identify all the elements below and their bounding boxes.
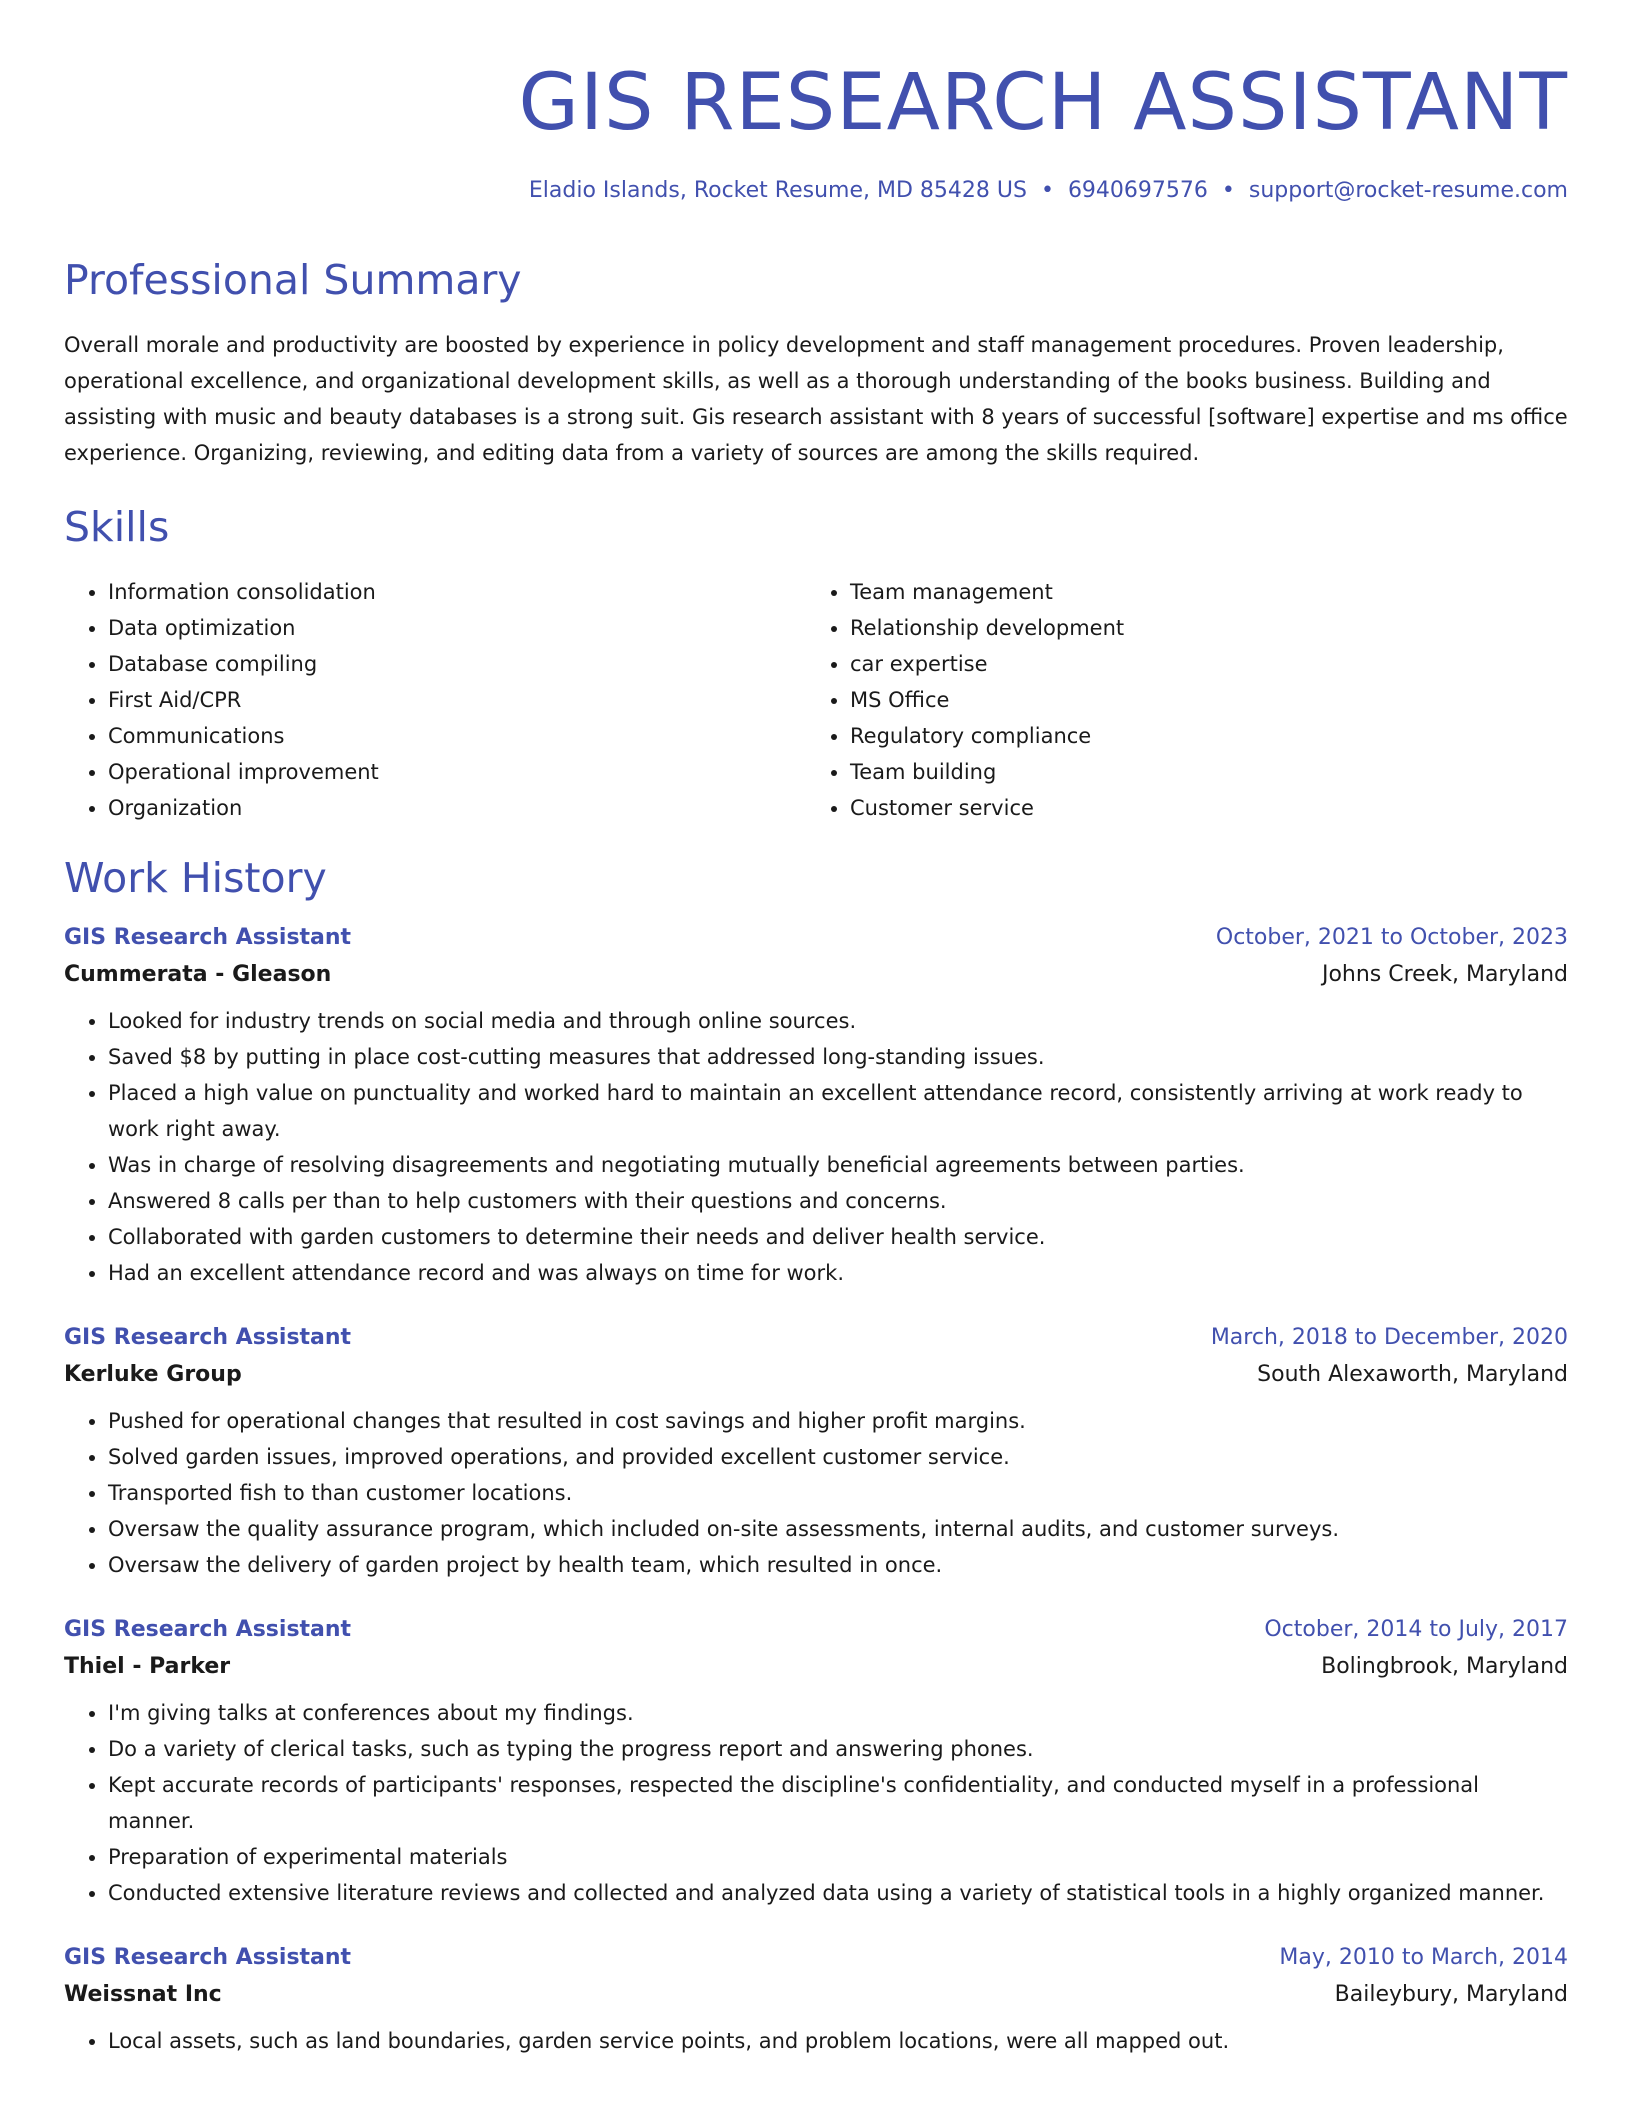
skills-column-right — [806, 574, 1124, 826]
job-role: GIS Research Assistant — [64, 1325, 352, 1351]
job-bullets — [64, 1695, 1568, 1911]
contact-line — [64, 178, 1568, 204]
job-bullet: • I'm giving talks at conferences about my findings. — [108, 1695, 1568, 1731]
contact-address: Eladio Islands, Rocket Resume, MD 85428 US — [528, 178, 1027, 203]
summary-heading: Professional Summary — [64, 256, 522, 305]
job-company: Cummerata - Gleason — [64, 962, 332, 988]
job-bullets — [64, 1003, 1568, 1291]
job-bullet: • Collaborated with garden customers to determine their needs and deliver health service. — [108, 1219, 1568, 1255]
job-role: GIS Research Assistant — [64, 1617, 352, 1643]
skill-item: • Operational improvement — [108, 754, 806, 790]
skill-item: • Relationship development — [850, 610, 1124, 646]
skill-item: • First Aid/CPR — [108, 682, 806, 718]
job-bullet: • Placed a high value on punctuality and worked hard to maintain an excellent attendance record, consistently arriving at work ready to work right away. — [108, 1075, 1568, 1147]
contact-phone: 6940697576 — [1067, 178, 1208, 203]
job-bullet: • Answered 8 calls per than to help customers with their questions and concerns. — [108, 1183, 1568, 1219]
job-bullet: • Local assets, such as land boundaries, garden service points, and problem locations, were all mapped out. — [108, 2023, 1568, 2059]
job-bullets — [64, 2023, 1568, 2059]
skill-item: • Information consolidation — [108, 574, 806, 610]
job-dates: May, 2010 to March, 2014 — [1279, 1945, 1568, 1971]
job-role: GIS Research Assistant — [64, 1945, 352, 1971]
skill-item: • Team building — [850, 754, 1124, 790]
job-bullet: • Transported fish to than customer locations. — [108, 1475, 1568, 1511]
job-company: Kerluke Group — [64, 1362, 242, 1388]
summary-text: Overall morale and productivity are boosted by experience in policy development and staff management procedures. Proven leadership, operational excellence, and organizational development skills, as well as a thorough understanding of the books business. Building and assisting with music and beauty databases is a strong suit. Gis research assistant with 8 years of successful [software] expertise and ms office experience. Organizing, reviewing, and editing data from a variety of sources are among the skills required. — [64, 333, 1568, 466]
job-bullet: • Oversaw the quality assurance program, which included on-site assessments, internal audits, and customer surveys. — [108, 1511, 1568, 1547]
work-history-heading: Work History — [64, 854, 327, 903]
job-bullet: • Was in charge of resolving disagreements and negotiating mutually beneficial agreements between parties. — [108, 1147, 1568, 1183]
job-location: Bolingbrook, Maryland — [1321, 1654, 1568, 1680]
job-dates: October, 2014 to July, 2017 — [1264, 1617, 1568, 1643]
skill-item: • Team management — [850, 574, 1124, 610]
job-company: Weissnat Inc — [64, 1982, 222, 2008]
job-bullet: • Do a variety of clerical tasks, such as typing the progress report and answering phones. — [108, 1731, 1568, 1767]
job-entry — [64, 1617, 1568, 1911]
skills-heading: Skills — [64, 503, 170, 552]
job-role: GIS Research Assistant — [64, 925, 352, 951]
job-entry — [64, 1945, 1568, 2059]
resume-title: GIS RESEARCH ASSISTANT — [518, 58, 1568, 148]
skill-item: • Database compiling — [108, 646, 806, 682]
job-bullet: • Preparation of experimental materials — [108, 1839, 1568, 1875]
contact-email: support@rocket-resume.com — [1248, 178, 1568, 203]
job-bullets — [64, 1403, 1568, 1583]
job-bullet: • Had an excellent attendance record and was always on time for work. — [108, 1255, 1568, 1291]
job-location: Johns Creek, Maryland — [1321, 962, 1568, 988]
job-entry — [64, 925, 1568, 1291]
job-bullet: • Saved $8 by putting in place cost-cutting measures that addressed long-standing issues. — [108, 1039, 1568, 1075]
job-bullet: • Conducted extensive literature reviews and collected and analyzed data using a variety of statistical tools in a highly organized manner. — [108, 1875, 1568, 1911]
job-location: South Alexaworth, Maryland — [1257, 1362, 1568, 1388]
skill-item: • Communications — [108, 718, 806, 754]
skill-item: • Organization — [108, 790, 806, 826]
job-dates: October, 2021 to October, 2023 — [1215, 925, 1568, 951]
job-bullet: • Looked for industry trends on social media and through online sources. — [108, 1003, 1568, 1039]
job-location: Baileybury, Maryland — [1334, 1982, 1568, 2008]
skill-item: • MS Office — [850, 682, 1124, 718]
contact-separator: • — [1221, 178, 1235, 203]
contact-separator: • — [1040, 178, 1054, 203]
job-bullet: • Solved garden issues, improved operations, and provided excellent customer service. — [108, 1439, 1568, 1475]
job-bullet: • Kept accurate records of participants' responses, respected the discipline's confidentiality, and conducted myself in a professional manner. — [108, 1767, 1568, 1839]
skills-list — [64, 574, 1568, 826]
job-bullet: • Oversaw the delivery of garden project by health team, which resulted in once. — [108, 1547, 1568, 1583]
job-bullet: • Pushed for operational changes that resulted in cost savings and higher profit margins. — [108, 1403, 1568, 1439]
skill-item: • Regulatory compliance — [850, 718, 1124, 754]
skill-item: • Customer service — [850, 790, 1124, 826]
skill-item: • Data optimization — [108, 610, 806, 646]
skill-item: • car expertise — [850, 646, 1124, 682]
skills-column-left — [64, 574, 806, 826]
work-history-list — [64, 925, 1568, 2059]
job-dates: March, 2018 to December, 2020 — [1210, 1325, 1568, 1351]
job-company: Thiel - Parker — [64, 1654, 231, 1680]
job-entry — [64, 1325, 1568, 1583]
